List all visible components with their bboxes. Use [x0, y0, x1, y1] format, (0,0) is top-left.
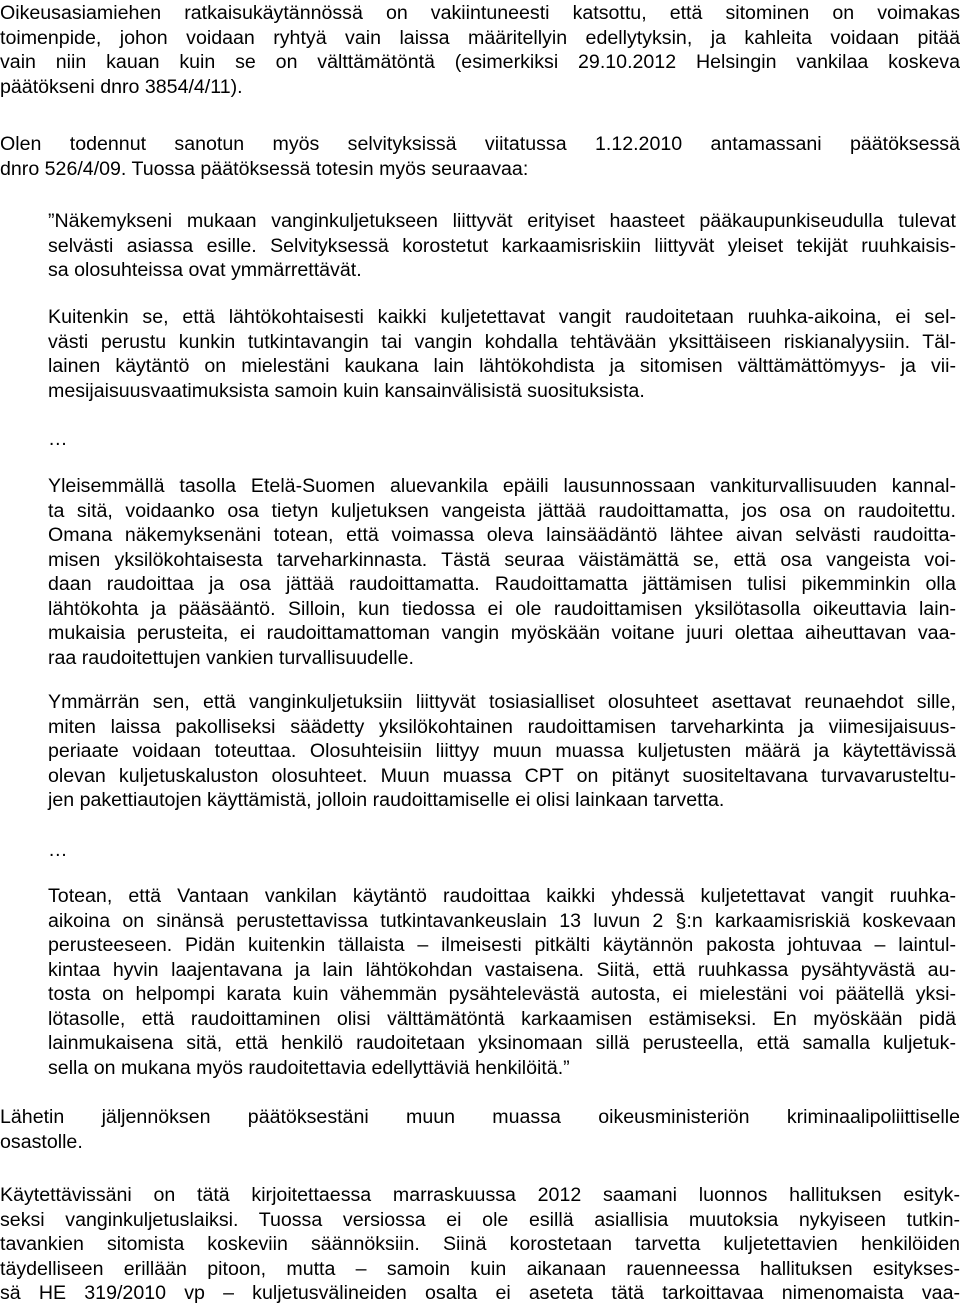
- text-line: lainen käytäntö on mielestäni kaukana lain lähtökohdista ja sitomisen välttämättömyys- ja vii-: [48, 355, 956, 377]
- text-line: Kuitenkin se, että lähtökohtaisesti kaikki kuljetettavat vangit raudoitetaan ruuhka-aikoina, ei sel-: [48, 306, 956, 328]
- text-line: täydelliseen erillään pitoon, mutta – samoin kuin aikanaan rauenneessa hallituksen esitykses-: [0, 1257, 960, 1280]
- ellipsis-text: …: [48, 428, 68, 450]
- text-line: raa raudoitettujen vankien turvallisuudelle.: [48, 646, 414, 669]
- text-line: Oikeusasiamiehen ratkaisukäytännössä on vakiintuneesti katsottu, että sitominen on voimakas: [0, 2, 960, 24]
- text-line: lainmukaisena sitä, että henkilö raudoitetaan yksinomaan sillä perusteella, että samalla kuljetuk-: [48, 1032, 956, 1054]
- text-line: miten laissa pakolliseksi säädetty yksilökohtainen raudoittamisen tarveharkinta ja viimesijaisuus-: [48, 715, 956, 738]
- text-line: lötasolle, että raudoittaminen olisi välttämätöntä karkaamisen estämiseksi. En myöskään pidä: [48, 1007, 956, 1030]
- text-line: olevan kuljetuskaluston olosuhteet. Muun muassa CPT on pitänyt suositeltavana turvavarusteltu-: [48, 764, 956, 787]
- text-line: misen yksilökohtaisesta tarveharkinnasta. Tästä seuraa väistämättä se, että osa vangeista voi-: [48, 548, 956, 571]
- text-line: västi perustu kunkin tutkintavangin tai vangin kohdalla tehtävään yksittäiseen riskianalyysiin. Täl-: [48, 330, 956, 353]
- text-line: Käytettävissäni on tätä kirjoitettaessa marraskuussa 2012 saamani luonnos hallituksen esityk-: [0, 1184, 960, 1206]
- text-line: toimenpide, johon voidaan ryhtyä vain laissa määritellyin edellytyksin, ja kahleita voidaan pitää: [0, 26, 960, 49]
- paragraph-3: [0, 1105, 960, 1154]
- text-line: Olen todennut sanotun myös selvityksissä viitatussa 1.12.2010 antamassani päätöksessä: [0, 133, 960, 155]
- ellipsis-1: [48, 427, 956, 452]
- quote-paragraph-5: [48, 884, 956, 1080]
- quote-paragraph-4: [48, 690, 956, 813]
- text-line: Yleisemmällä tasolla Etelä-Suomen aluevankila epäili lausunnossaan vankiturvallisuuden kannal-: [48, 475, 956, 497]
- text-line: seksi vanginkuljetuslaiksi. Tuossa versiossa ei ole esillä asiallisia muutoksia nykyiseen tutkin-: [0, 1208, 960, 1231]
- text-line: jen pakettiautojen käyttämistä, jolloin raudoittamiselle ei olisi lainkaan tarvetta.: [48, 789, 725, 811]
- text-line: perusteeseen. Pidän kuitenkin tällaista – ilmeisesti pitkälti käytännön pakosta johtuvaa – laintul-: [48, 934, 956, 956]
- text-line: mesijaisuusvaatimuksista samoin kuin kansainvälisistä suosituksista.: [48, 379, 645, 402]
- text-line: mukaisia perusteita, ei raudoittamattoman vangin myöskään voitane juuri olettaa aiheuttavan vaa-: [48, 622, 956, 644]
- text-line: sä HE 319/2010 vp – kuljetusvälineiden osalta ei aseteta tätä tarkoittavaa nimenomaista vaa-: [0, 1282, 960, 1304]
- text-line: daan raudoittaa ja osa jättää raudoittamatta. Raudoittamatta jättämisen tulisi pikemminkin olla: [48, 573, 956, 595]
- text-line: Lähetin jäljennöksen päätöksestäni muun muassa oikeusministeriön kriminaalipoliittiselle: [0, 1106, 960, 1128]
- paragraph-2: [0, 132, 960, 181]
- text-line: sella on mukana myös raudoitettavia edellyttäviä henkilöitä.”: [48, 1056, 570, 1079]
- text-line: aikoina on sinänsä perustettavissa tutkintavankeuslain 13 luvun 2 §:n karkaamisriskiä koskevaan: [48, 909, 956, 932]
- paragraph-1: [0, 1, 960, 99]
- ellipsis-2: [48, 838, 956, 863]
- text-line: sa olosuhteissa ovat ymmärrettävät.: [48, 259, 362, 281]
- text-line: vain niin kauan kuin se on välttämätöntä (esimerkiksi 29.10.2012 Helsingin vankilaa koskeva: [0, 51, 960, 73]
- text-line: tavankien sitomista koskeviin säännöksiin. Siinä korostetaan tarvetta kuljetettavien henkilöiden: [0, 1233, 960, 1255]
- text-line: ”Näkemykseni mukaan vanginkuljetukseen liittyvät erityiset haasteet pääkaupunkiseudulla tulevat: [48, 210, 956, 232]
- paragraph-4: [0, 1183, 960, 1306]
- quote-paragraph-3: [48, 474, 956, 670]
- text-line: dnro 526/4/09. Tuossa päätöksessä totesin myös seuraavaa:: [0, 157, 529, 180]
- text-line: Totean, että Vantaan vankilan käytäntö raudoittaa kaikki yhdessä kuljetettavat vangit ruuhka-: [48, 885, 956, 907]
- quote-paragraph-2: [48, 305, 956, 403]
- text-line: lähtökohta ja pääsääntö. Silloin, kun tiedossa ei ole raudoittamisen yksilötasolla oikeuttavia lain-: [48, 597, 956, 620]
- text-line: periaate voidaan toteuttaa. Olosuhteisiin liittyy muun muassa kuljetusten määrä ja käytettävissä: [48, 740, 956, 762]
- text-line: kintaa hyvin laajentavana ja lain lähtökohdan vastaisena. Siitä, että ruuhkassa pysähtyvästä au-: [48, 958, 956, 981]
- ellipsis-text: …: [48, 839, 68, 861]
- text-line: selvästi asiassa esille. Selvityksessä korostetut karkaamisriskiin liittyvät yleiset tekijät ruuhkaisis-: [48, 234, 956, 257]
- quote-paragraph-1: [48, 209, 956, 283]
- text-line: tosta on helpompi karata kuin vähemmän pysähtelevästä autosta, ei mielestäni voi päätellä yksi-: [48, 983, 956, 1005]
- text-line: Omana näkemyksenäni totean, että voimassa oleva lainsäädäntö lähtee aivan selvästi raudoitta-: [48, 524, 956, 546]
- text-line: ta sitä, voidaanko osa tietyn kuljetuksen vangeista jättää raudoittamatta, jos osa on raudoitettu.: [48, 499, 956, 522]
- text-line: Ymmärrän sen, että vanginkuljetuksiin liittyvät tosiasialliset olosuhteet asettavat reunaehdot sille,: [48, 691, 956, 713]
- text-line: osastolle.: [0, 1130, 83, 1153]
- text-line: päätökseni dnro 3854/4/11).: [0, 75, 243, 98]
